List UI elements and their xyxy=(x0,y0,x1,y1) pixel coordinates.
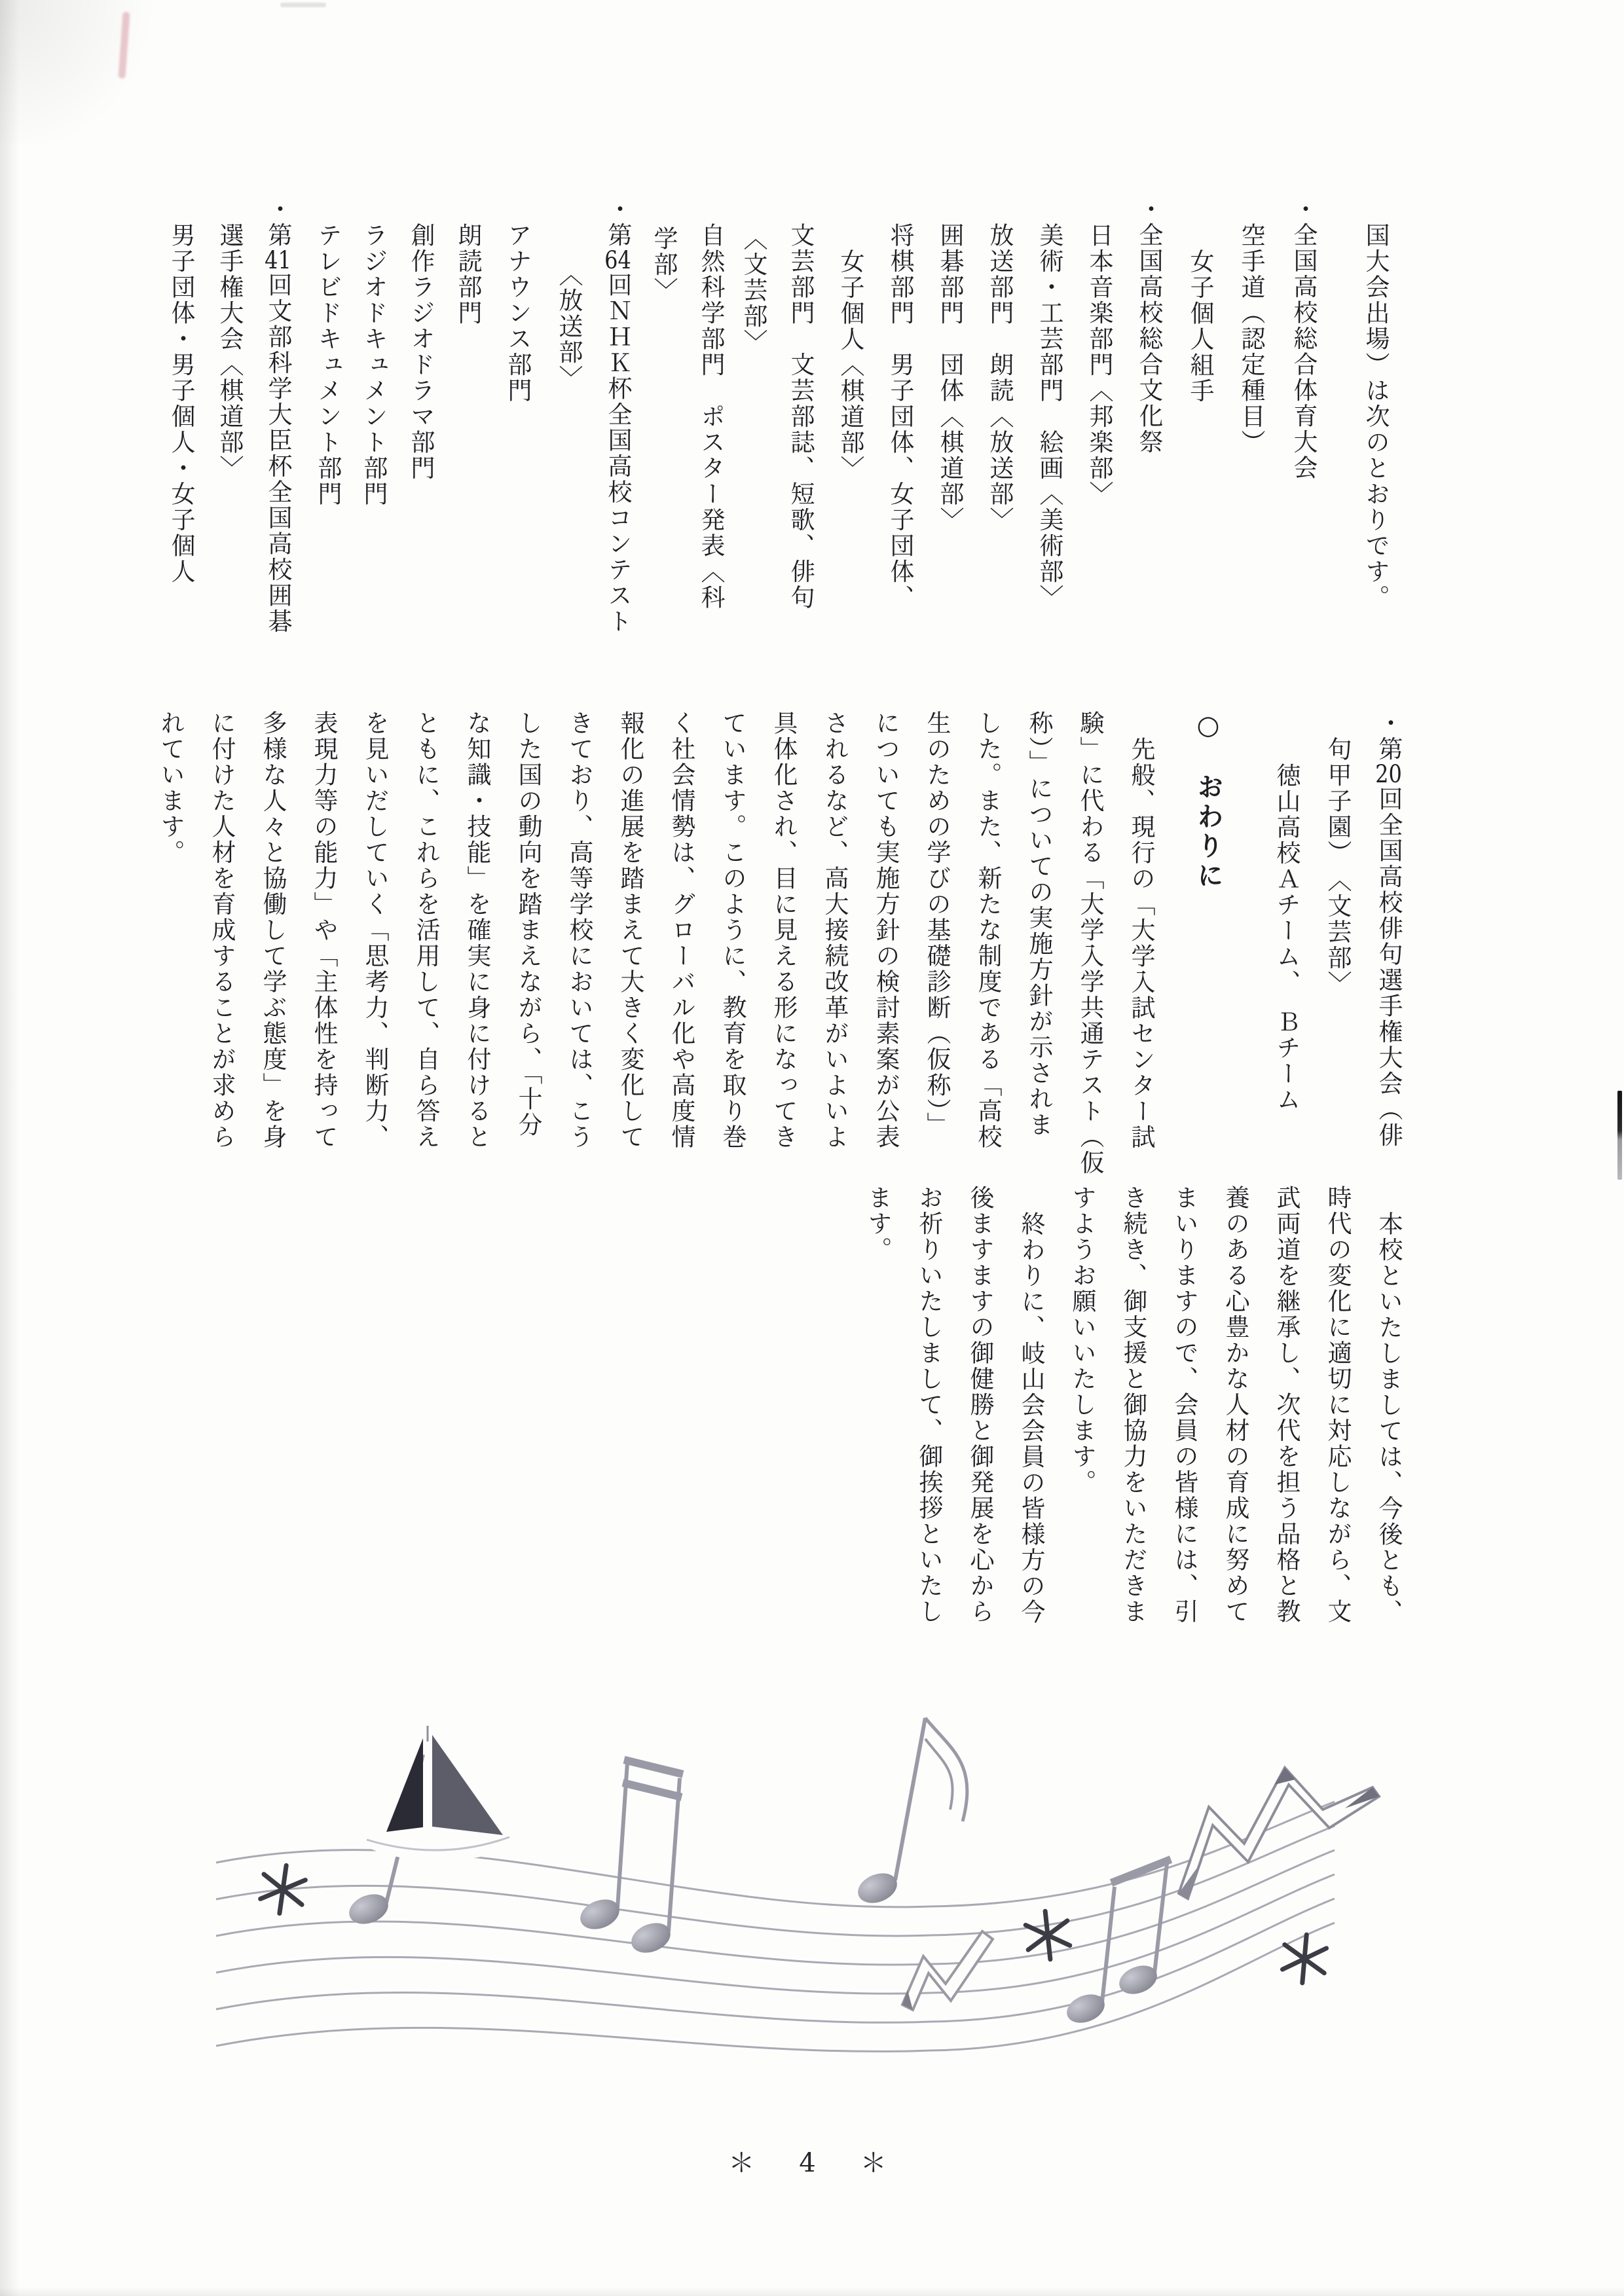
vertical-text-column: 終わりに、岐山会会員の皆様方の今 xyxy=(1017,1211,1045,1625)
vertical-text-column: 女子個人〈棋道部〉 xyxy=(836,249,864,482)
asterisk-star-icon xyxy=(1282,1933,1327,1984)
vertical-text-column: 学部〉 xyxy=(650,226,678,304)
vertical-text-column: についても実施方針の検討素案が公表 xyxy=(872,710,900,1150)
music-staff xyxy=(216,1802,1335,2051)
vertical-text-column: ○ おわりに xyxy=(1193,710,1223,891)
vertical-text-column: 時代の変化に適切に対応しながら、文 xyxy=(1323,1185,1352,1625)
vertical-text-column: すようお願いいたします。 xyxy=(1068,1185,1096,1495)
vertical-text-column: 囲碁部門 団体〈棋道部〉 xyxy=(936,223,964,533)
vertical-text-column: きており、高等学校においては、こう xyxy=(565,710,593,1150)
vertical-text-column: ともに、これらを活用して、自ら答え xyxy=(412,710,440,1150)
scan-edge-shading xyxy=(0,0,20,2296)
small-zigzag-icon xyxy=(902,1931,993,2010)
vertical-text-column: 先般、現行の「大学入試センター試 xyxy=(1127,737,1155,1150)
page-number: ＊ 4 ＊ xyxy=(728,2148,896,2178)
vertical-text-column: 表現力等の能力」や「主体性を持って xyxy=(310,710,338,1150)
scan-noise-mark xyxy=(280,3,326,7)
vertical-text-column: 将棋部門 男子団体、女子団体、 xyxy=(886,223,914,611)
vertical-text-column: した。また、新たな制度である「高校 xyxy=(974,710,1002,1150)
beamed-notes-icon xyxy=(1063,1859,1171,2028)
vertical-text-column: ・全国高校総合文化祭 xyxy=(1135,196,1163,455)
vertical-text-column: まいりますので、会員の皆様には、引 xyxy=(1170,1185,1198,1625)
sailboat-icon xyxy=(355,1726,523,1861)
vertical-text-column: ています。このように、教育を取り巻 xyxy=(718,710,747,1150)
lightning-zigzag-icon xyxy=(1179,1768,1379,1899)
vertical-text-column: 多様な人々と協働して学ぶ態度」を身 xyxy=(259,710,287,1150)
vertical-text-column: 生のための学びの基礎診断（仮称）」 xyxy=(923,710,951,1138)
vertical-text-column: アナウンス部門 xyxy=(504,223,532,404)
vertical-text-column: 放送部門 朗読〈放送部〉 xyxy=(986,223,1014,533)
vertical-text-column: 女子個人組手 xyxy=(1186,249,1214,404)
vertical-text-column: 自然科学部門 ポスター発表〈科 xyxy=(697,223,725,611)
vertical-text-column: ・第41回文部科学大臣杯全国高校囲碁 xyxy=(264,196,292,634)
vertical-text-column: 選手権大会〈棋道部〉 xyxy=(215,223,244,481)
vertical-text-column: ます。 xyxy=(864,1185,892,1263)
vertical-text-column: 句甲子園） 〈文芸部〉 xyxy=(1323,737,1352,997)
vertical-text-column: に付けた人材を育成することが求めら xyxy=(208,710,236,1150)
vertical-text-column: 武両道を継承し、次代を担う品格と教 xyxy=(1272,1185,1301,1625)
vertical-text-column: 創作ラジオドラマ部門 xyxy=(407,223,435,481)
vertical-text-column: お祈りいたしまして、御挨拶といたし xyxy=(915,1185,943,1625)
vertical-text-column: 美術・工芸部門 絵画〈美術部〉 xyxy=(1035,223,1063,611)
vertical-text-column: く社会情勢は、グローバル化や高度情 xyxy=(667,710,695,1150)
vertical-text-column: されるなど、高大接続改革がいよいよ xyxy=(821,710,849,1150)
asterisk-star-icon xyxy=(1024,1909,1071,1961)
vertical-text-column: ・第64回ＮＨＫ杯全国高校コンテスト xyxy=(604,196,632,634)
vertical-text-column: 朗読部門 xyxy=(454,223,482,326)
vertical-text-column: 文芸部門 文芸部誌、短歌、俳句 xyxy=(786,223,815,611)
vertical-text-column: 〈文芸部〉 xyxy=(739,226,767,355)
binding-mark xyxy=(1617,1091,1622,1180)
vertical-text-column: 男子団体・男子個人・女子個人 xyxy=(167,223,195,585)
scan-bottom-shading xyxy=(0,2287,1624,2296)
beamed-notes-icon xyxy=(576,1760,683,1958)
vertical-text-column: 徳山高校Ａチーム、 Ｂチーム xyxy=(1272,763,1301,1113)
vertical-text-column: 具体化され、目に見える形になってき xyxy=(769,710,798,1150)
vertical-text-column: 後ますますの御健勝と御発展を心から xyxy=(966,1185,994,1625)
vertical-text-column: を見いだしていく「思考力、判断力、 xyxy=(361,710,389,1150)
vertical-text-column: 養のある心豊かな人材の育成に努めて xyxy=(1221,1185,1249,1625)
vertical-text-column: 本校といたしましては、今後とも、 xyxy=(1375,1211,1403,1625)
vertical-text-column: き続き、御支援と御協力をいただきま xyxy=(1119,1185,1147,1625)
vertical-text-column: ラジオドキュメント部門 xyxy=(360,223,388,507)
vertical-text-column: 国大会出場）は次のとおりです。 xyxy=(1361,223,1390,611)
vertical-text-column: 報化の進展を踏まえて大きく変化して xyxy=(616,710,644,1150)
asterisk-star-icon xyxy=(259,1863,307,1916)
vertical-text-column: ・全国高校総合体育大会 xyxy=(1289,196,1318,481)
quarter-note-icon xyxy=(344,1755,423,1929)
vertical-text-column: 日本音楽部門〈邦楽部〉 xyxy=(1085,223,1113,507)
vertical-text-column: した国の動向を踏まえながら、「十分 xyxy=(514,710,542,1138)
eighth-note-wavy-flag-icon xyxy=(853,1718,967,1908)
vertical-text-column: な知識・技能」を確実に身に付けると xyxy=(463,710,491,1150)
vertical-text-column: テレビドキュメント部門 xyxy=(314,223,342,507)
scan-corner-shading xyxy=(0,0,170,144)
vertical-text-column: れています。 xyxy=(157,710,185,866)
vertical-text-column: 空手道（認定種目） xyxy=(1237,223,1265,456)
vertical-text-column: 〈放送部〉 xyxy=(555,262,583,392)
vertical-text-column: ・第20回全国高校俳句選手権大会（俳 xyxy=(1375,710,1403,1148)
vertical-text-column: 称）」についての実施方針が示されま xyxy=(1025,710,1053,1138)
vertical-text-column: 験」に代わる「大学入学共通テスト（仮 xyxy=(1076,710,1104,1176)
